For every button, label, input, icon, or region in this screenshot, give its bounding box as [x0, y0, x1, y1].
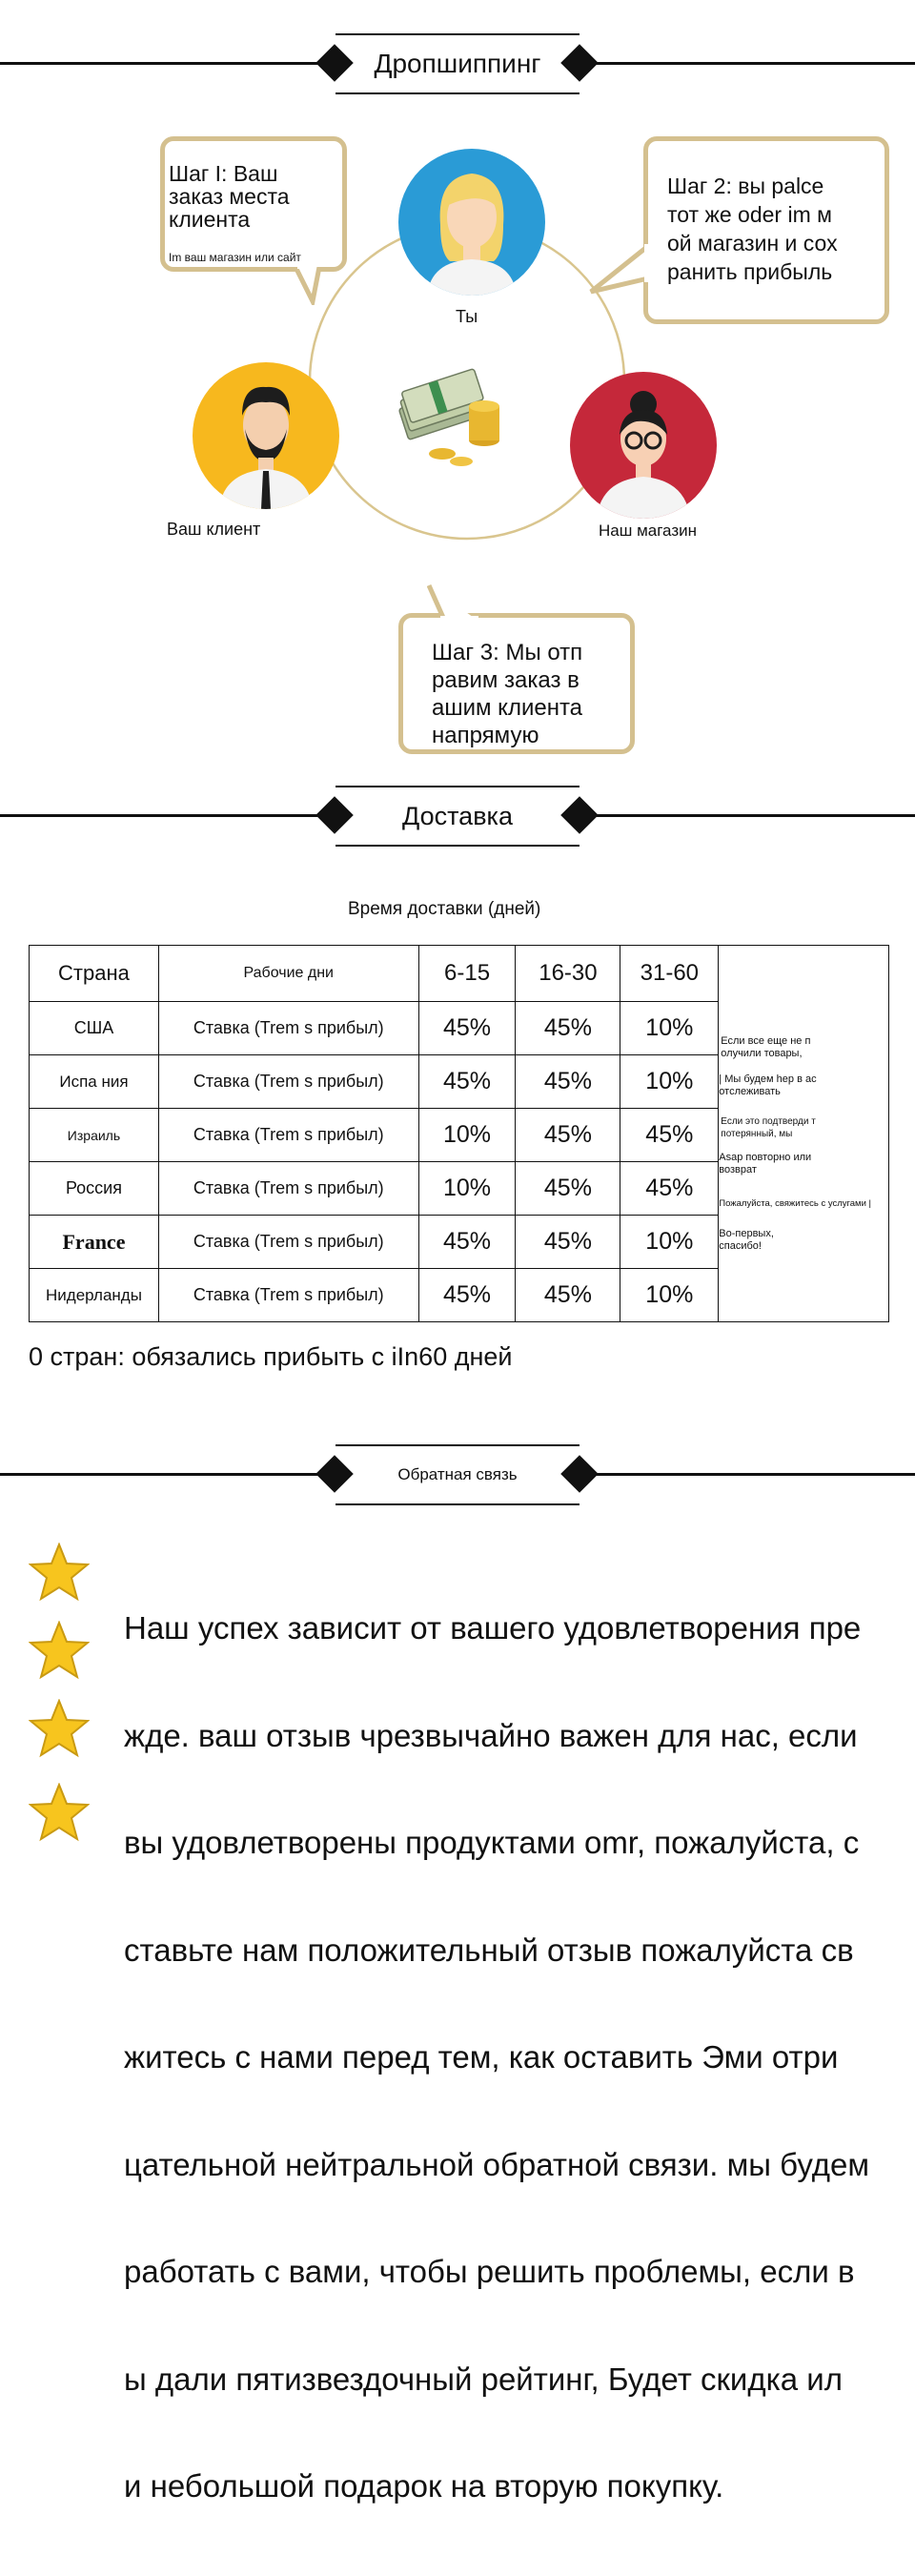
step1-line: клиента: [169, 207, 251, 233]
value-cell: 45%: [418, 1269, 516, 1322]
value-cell: 10%: [620, 1055, 719, 1109]
divider-line: [593, 62, 915, 65]
delivery-footnote: 0 стран: обязались прибыть с iIn60 дней: [29, 1342, 513, 1371]
step2-bubble: [643, 136, 889, 324]
feedback-line: ы дали пятизвездочный рейтинг, Будет скидка ил: [124, 2361, 843, 2397]
client-avatar: [193, 362, 339, 509]
country-cell: США: [30, 1002, 159, 1055]
step3-line: Шаг 3: Мы отп: [432, 640, 583, 665]
note-line: Asap повторно или возврат: [719, 1152, 812, 1176]
rate-cell: Ставка (Trem s прибыл): [158, 1109, 418, 1162]
section-header-dropshipping: [0, 33, 915, 94]
value-cell: 45%: [418, 1002, 516, 1055]
you-avatar: [398, 149, 545, 296]
rate-cell: Ставка (Trem s прибыл): [158, 1162, 418, 1216]
note-line: Пожалуйста, свяжитесь с услугами |: [719, 1198, 872, 1209]
step1-bubble: [160, 136, 347, 272]
divider-line: [0, 1473, 322, 1476]
bubble-tail: [589, 244, 650, 301]
section-title: Обратная связь: [397, 1465, 518, 1483]
note-line: Если это подтверди т потерянный, мы: [721, 1116, 816, 1139]
rate-cell: Ставка (Trem s прибыл): [158, 1055, 418, 1109]
step2-line: ой магазин и сох: [667, 231, 838, 256]
feedback-line: жде. ваш отзыв чрезвычайно важен для нас, если: [124, 1717, 858, 1753]
rate-cell: Ставка (Trem s прибыл): [158, 1216, 418, 1269]
value-cell: 45%: [418, 1055, 516, 1109]
divider-line: [0, 814, 322, 817]
country-cell: Израиль: [30, 1109, 159, 1162]
table-header-row: [30, 946, 889, 1002]
country-cell: Испа ния: [30, 1055, 159, 1109]
header-range-3: 31-60: [620, 946, 719, 1002]
value-cell: 10%: [418, 1109, 516, 1162]
client-label: Ваш клиент: [167, 520, 261, 539]
rate-cell: Ставка (Trem s прибыл): [158, 1269, 418, 1322]
step3-line: ашим клиента: [432, 695, 583, 721]
feedback-line: работать с вами, чтобы решить проблемы, если в: [124, 2254, 855, 2289]
money-icon: [395, 355, 518, 469]
value-cell: 45%: [516, 1269, 620, 1322]
star-icon: [29, 1621, 90, 1680]
woman-icon: [398, 149, 545, 296]
value-cell: 10%: [620, 1002, 719, 1055]
step2-line: тот же oder im м: [667, 202, 832, 227]
value-cell: 45%: [516, 1109, 620, 1162]
rate-cell: Ставка (Trem s прибыл): [158, 1002, 418, 1055]
header-workdays: Рабочие дни: [158, 946, 418, 1002]
section-title: Доставка: [402, 802, 513, 830]
star-icon: [29, 1699, 90, 1758]
country-cell: Нидерланды: [30, 1269, 159, 1322]
country-cell: Россия: [30, 1162, 159, 1216]
value-cell: 45%: [516, 1055, 620, 1109]
bubble-tail: [286, 267, 334, 305]
star-icon: [29, 1543, 90, 1602]
feedback-line: вы удовлетворены продуктами omr, пожалуйста, с: [124, 1825, 860, 1860]
feedback-line: Наш успех зависит от вашего удовлетворения пре: [124, 1610, 862, 1646]
value-cell: 10%: [418, 1162, 516, 1216]
feedback-line: житесь с нами перед тем, как оставить Эми отри: [124, 2039, 839, 2075]
store-label: Наш магазин: [599, 521, 698, 540]
section-title: Дропшиппинг: [374, 49, 541, 78]
step3-line: равим заказ в: [432, 667, 580, 693]
header-range-1: 6-15: [418, 946, 516, 1002]
header-country: Страна: [30, 946, 159, 1002]
step2-line: Шаг 2: вы palce: [667, 174, 824, 198]
note-line: Во-первых, спасибо!: [719, 1228, 774, 1252]
step1-subtext: Im ваш магазин или сайт: [169, 251, 301, 264]
feedback-text: [124, 1539, 915, 2576]
value-cell: 10%: [620, 1216, 719, 1269]
header-range-2: 16-30: [516, 946, 620, 1002]
value-cell: 10%: [620, 1269, 719, 1322]
country-cell: France: [30, 1216, 159, 1269]
section-header-delivery: [0, 786, 915, 847]
value-cell: 45%: [418, 1216, 516, 1269]
step1-line: Шаг I: Ваш: [169, 161, 278, 186]
value-cell: 45%: [516, 1002, 620, 1055]
bubble-tail: [427, 583, 484, 622]
woman-glasses-icon: [570, 372, 717, 519]
delivery-table: [29, 945, 889, 1322]
section-header-feedback: [0, 1444, 915, 1505]
value-cell: 45%: [620, 1162, 719, 1216]
man-icon: [193, 362, 339, 509]
step2-line: ранить прибыль: [667, 259, 833, 284]
value-cell: 45%: [620, 1109, 719, 1162]
step1-line: заказ места: [169, 184, 290, 210]
you-label: Ты: [456, 307, 478, 326]
notes-cell: [719, 946, 889, 1322]
note-line: Если все еще не п олучили товары,: [721, 1035, 811, 1059]
step3-bubble: [398, 613, 635, 754]
divider-line: [593, 1473, 915, 1476]
note-line: | Мы будем hep в ас отслеживать: [719, 1073, 817, 1097]
divider-line: [593, 814, 915, 817]
star-icon: [29, 1783, 90, 1842]
feedback-line: и небольшой подарок на вторую покупку.: [124, 2468, 724, 2504]
store-avatar: [570, 372, 717, 519]
step3-line: напрямую: [432, 723, 539, 748]
value-cell: 45%: [516, 1216, 620, 1269]
value-cell: 45%: [516, 1162, 620, 1216]
divider-line: [0, 62, 322, 65]
delivery-caption: Время доставки (дней): [348, 899, 541, 919]
feedback-line: ставьте нам положительный отзыв пожалуйста св: [124, 1932, 854, 1968]
feedback-line: цательной нейтральной обратной связи. мы будем: [124, 2146, 870, 2182]
